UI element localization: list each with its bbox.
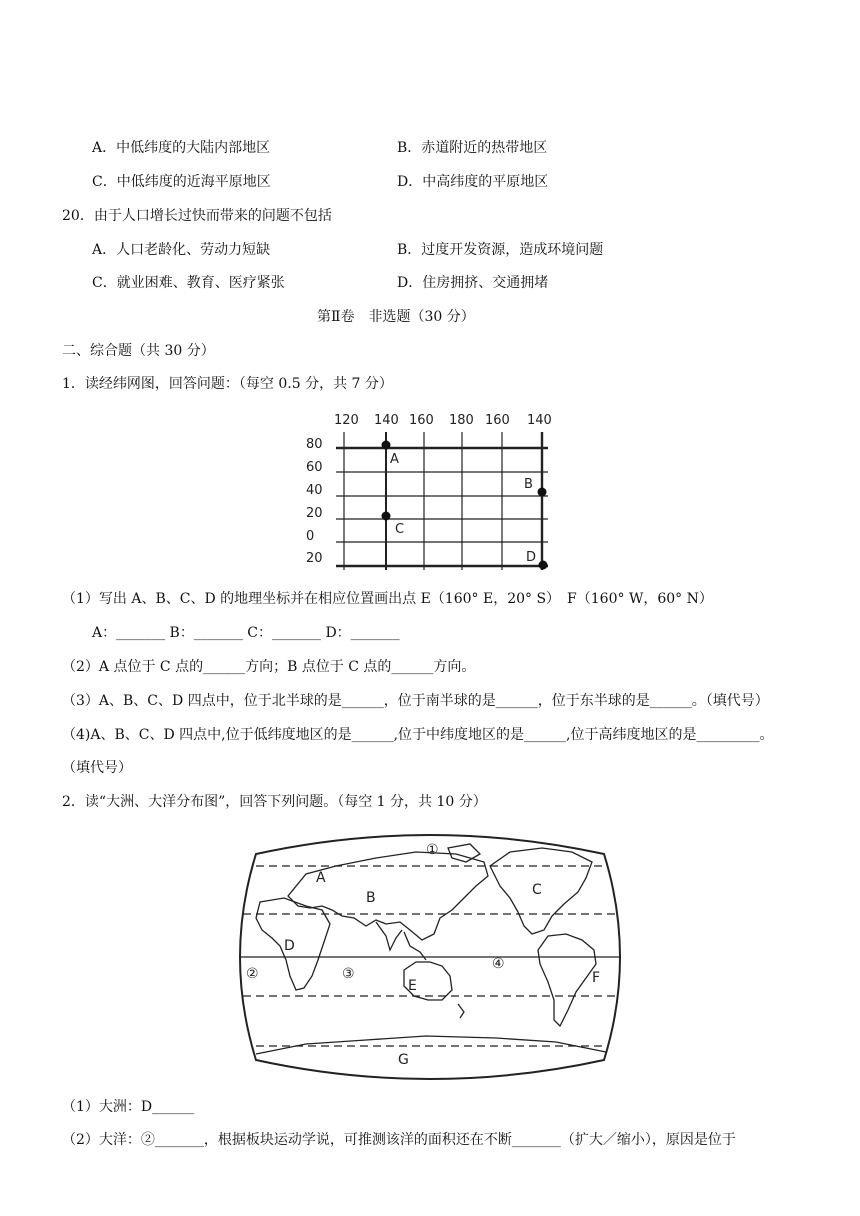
part-title: 二、综合题（共 30 分） bbox=[62, 343, 215, 359]
map-label-continent-b: B bbox=[366, 890, 376, 906]
map-label-ocean-4: ④ bbox=[492, 956, 505, 972]
map-label-continent-e: E bbox=[408, 978, 417, 994]
q2-stem: 2．读“大洲、大洋分布图”，回答下列问题。（每空 1 分，共 10 分） bbox=[62, 794, 487, 810]
point-a-label: A bbox=[390, 452, 399, 467]
map-label-ocean-3: ③ bbox=[342, 966, 355, 982]
map-label-continent-a: A bbox=[316, 870, 326, 886]
grid-top-label: 120 bbox=[334, 413, 359, 428]
q2-sub1: （1）大洲：D______ bbox=[62, 1099, 195, 1115]
q2-sub2: （2）大洋：②_______，根据板块运动学说，可推测该洋的面积还在不断_______（扩大／缩小），原因是位于 bbox=[62, 1132, 736, 1148]
q1-sub2: （2）A 点位于 C 点的______方向；B 点位于 C 点的______方向。 bbox=[62, 659, 476, 675]
lat-long-grid-figure bbox=[298, 404, 568, 580]
section-title: 第Ⅱ卷 非选题（30 分） bbox=[317, 309, 475, 325]
point-c-label: C bbox=[395, 522, 405, 537]
grid-left-label: 20 bbox=[306, 506, 323, 521]
map-label-continent-d: D bbox=[284, 938, 295, 954]
grid-top-label: 140 bbox=[374, 413, 399, 428]
map-label-continent-f: F bbox=[592, 970, 601, 986]
point-c-marker bbox=[382, 512, 391, 521]
point-a-marker bbox=[382, 441, 391, 450]
q1-stem: 1．读经纬网图，回答问题：（每空 0.5 分，共 7 分） bbox=[62, 376, 393, 392]
q1-sub1-blanks: A：_______ B：_______ C：_______ D：_______ bbox=[92, 625, 400, 641]
q1-sub3: （3）A、B、C、D 四点中，位于北半球的是______，位于南半球的是______，位于东半球的是______。（填代号） bbox=[62, 693, 769, 709]
q19-option-d: D．中高纬度的平原地区 bbox=[397, 174, 549, 190]
grid-left-label: 20 bbox=[306, 551, 323, 566]
q20-option-c: C．就业困难、教育、医疗紧张 bbox=[92, 275, 285, 291]
point-d-label: D bbox=[526, 550, 537, 565]
point-b-marker bbox=[538, 488, 547, 497]
grid-top-label: 180 bbox=[449, 413, 474, 428]
q19-option-c: C．中低纬度的近海平原地区 bbox=[92, 174, 271, 190]
q20-option-a: A．人口老龄化、劳动力短缺 bbox=[92, 242, 271, 258]
q20-option-b: B．过度开发资源，造成环境问题 bbox=[397, 242, 604, 258]
grid-top-label: 160 bbox=[409, 413, 434, 428]
grid-top-label: 160 bbox=[485, 413, 510, 428]
continents-oceans-map bbox=[226, 826, 634, 1088]
q19-option-a: A．中低纬度的大陆内部地区 bbox=[92, 140, 271, 156]
q19-option-b: B．赤道附近的热带地区 bbox=[397, 140, 548, 156]
point-b-label: B bbox=[524, 477, 533, 492]
grid-left-label: 0 bbox=[306, 529, 315, 544]
grid-left-label: 80 bbox=[306, 437, 323, 452]
grid-top-label: 140 bbox=[527, 413, 552, 428]
map-label-continent-c: C bbox=[532, 882, 542, 898]
q1-sub1: （1）写出 A、B、C、D 的地理坐标并在相应位置画出点 E（160° E，20° S） F（160° W，60° N） bbox=[62, 591, 713, 607]
grid-left-label: 60 bbox=[306, 460, 323, 475]
q20-option-d: D．住房拥挤、交通拥堵 bbox=[397, 275, 549, 291]
point-d-marker bbox=[539, 561, 548, 570]
map-label-ocean-1: ① bbox=[426, 842, 439, 858]
map-label-ocean-2: ② bbox=[246, 966, 259, 982]
q20-stem: 20．由于人口增长过快而带来的问题不包括 bbox=[62, 208, 332, 224]
q1-sub4-tail: （填代号） bbox=[62, 760, 132, 776]
map-label-continent-g: G bbox=[398, 1052, 409, 1068]
grid-left-label: 40 bbox=[306, 483, 323, 498]
q1-sub4: （4)A、B、C、D 四点中,位于低纬度地区的是______,位于中纬度地区的是______,位于高纬度地区的是_________。 bbox=[62, 727, 774, 743]
